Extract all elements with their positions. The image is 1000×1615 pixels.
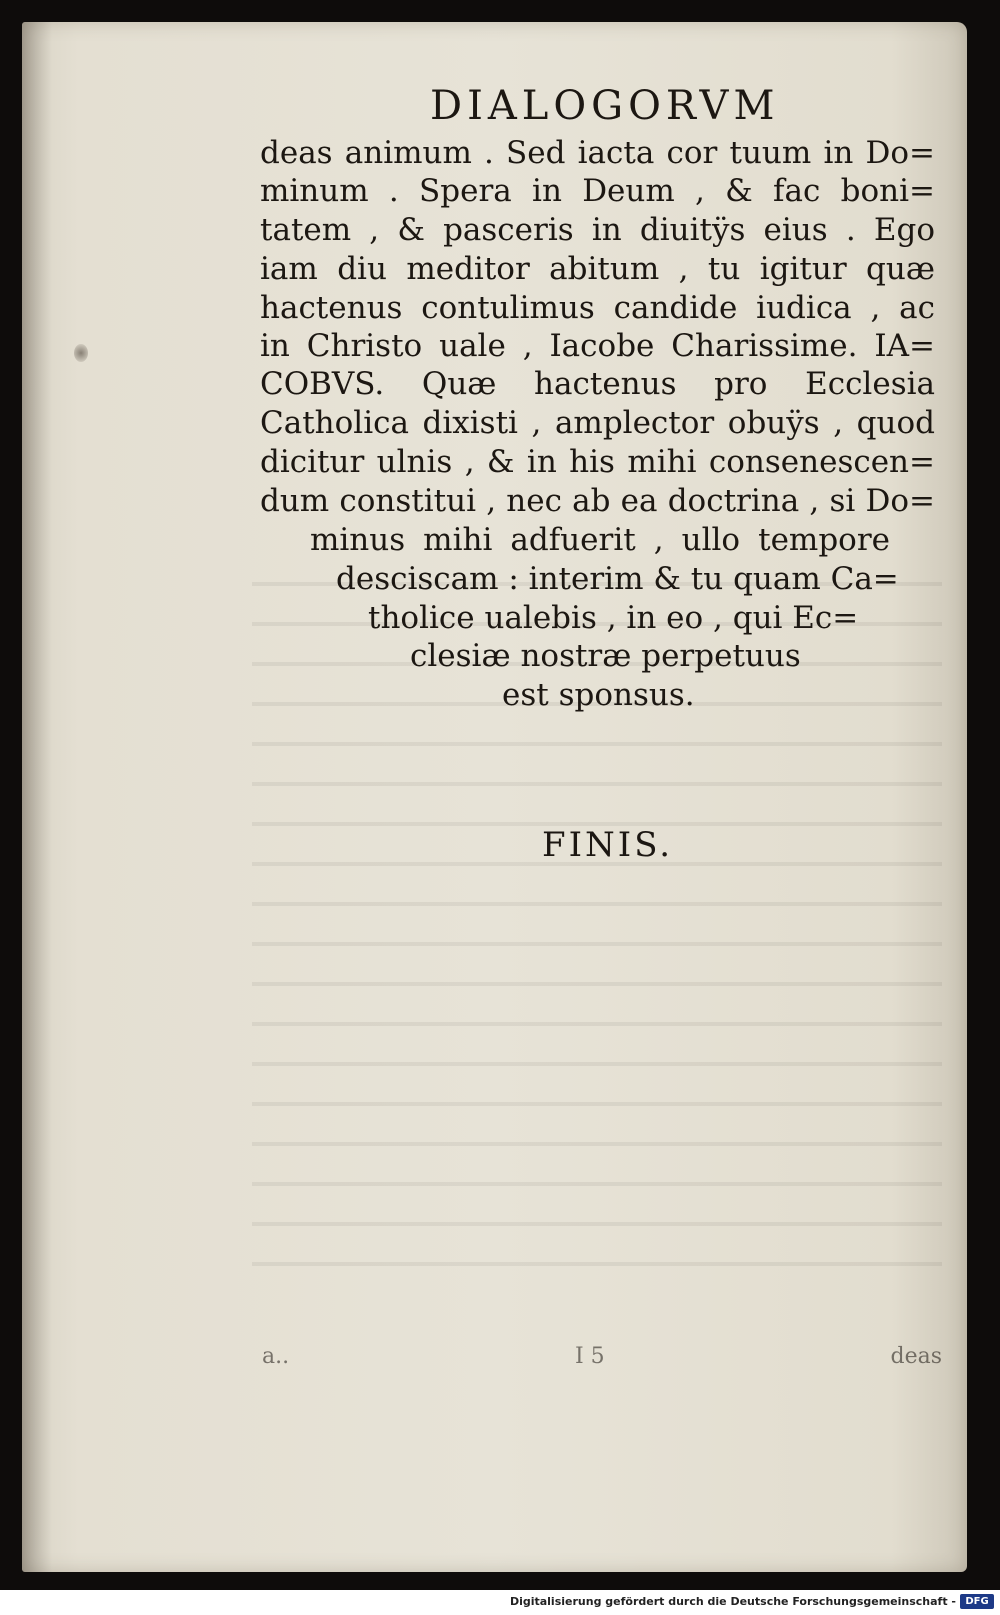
text-line: minum . Spera in Deum , & fac boni= [260,173,935,209]
text-line: clesiæ nostræ perpetuus [410,638,801,674]
text-line: Catholica dixisti , amplector obuÿs , quod [260,405,935,441]
text-line: est sponsus. [502,677,695,713]
text-line: tholice ualebis , in eo , qui Ec= [368,600,859,636]
book-page [22,22,967,1572]
paper-stain [74,344,88,362]
text-line: in Christo uale , Iacobe Charissime. IA= [260,328,935,364]
text-line: iam diu meditor abitum , tu igitur quæ [260,251,935,287]
text-line: dicitur ulnis , & in his mihi consenescen= [260,444,935,480]
finis-closing: FINIS. [542,825,674,865]
funding-credit: Digitalisierung gefördert durch die Deutsche Forschungsgemeinschaft - [509,1595,956,1608]
text-line: COBVS. Quæ hactenus pro Ecclesia [260,366,935,402]
digitization-footer [0,1590,1000,1615]
signature-mark: I 5 [574,1344,605,1369]
text-line: hactenus contulimus candide iudica , ac [260,290,935,326]
signature-left: a.. [262,1344,290,1369]
text-line: desciscam : interim & tu quam Ca= [336,561,899,597]
text-line: tatem , & pasceris in diuitÿs eius . Ego [260,212,935,248]
running-head: DIALOGORVM [430,83,780,129]
text-line: minus mihi adfuerit , ullo tempore [310,522,890,558]
spine-shadow [22,22,52,1572]
dfg-logo: DFG [960,1594,994,1609]
text-line: deas animum . Sed iacta cor tuum in Do= [260,135,935,171]
catchword: deas [890,1344,942,1369]
signature-line [262,1346,942,1368]
text-line: dum constitui , nec ab ea doctrina , si Do= [260,483,935,519]
